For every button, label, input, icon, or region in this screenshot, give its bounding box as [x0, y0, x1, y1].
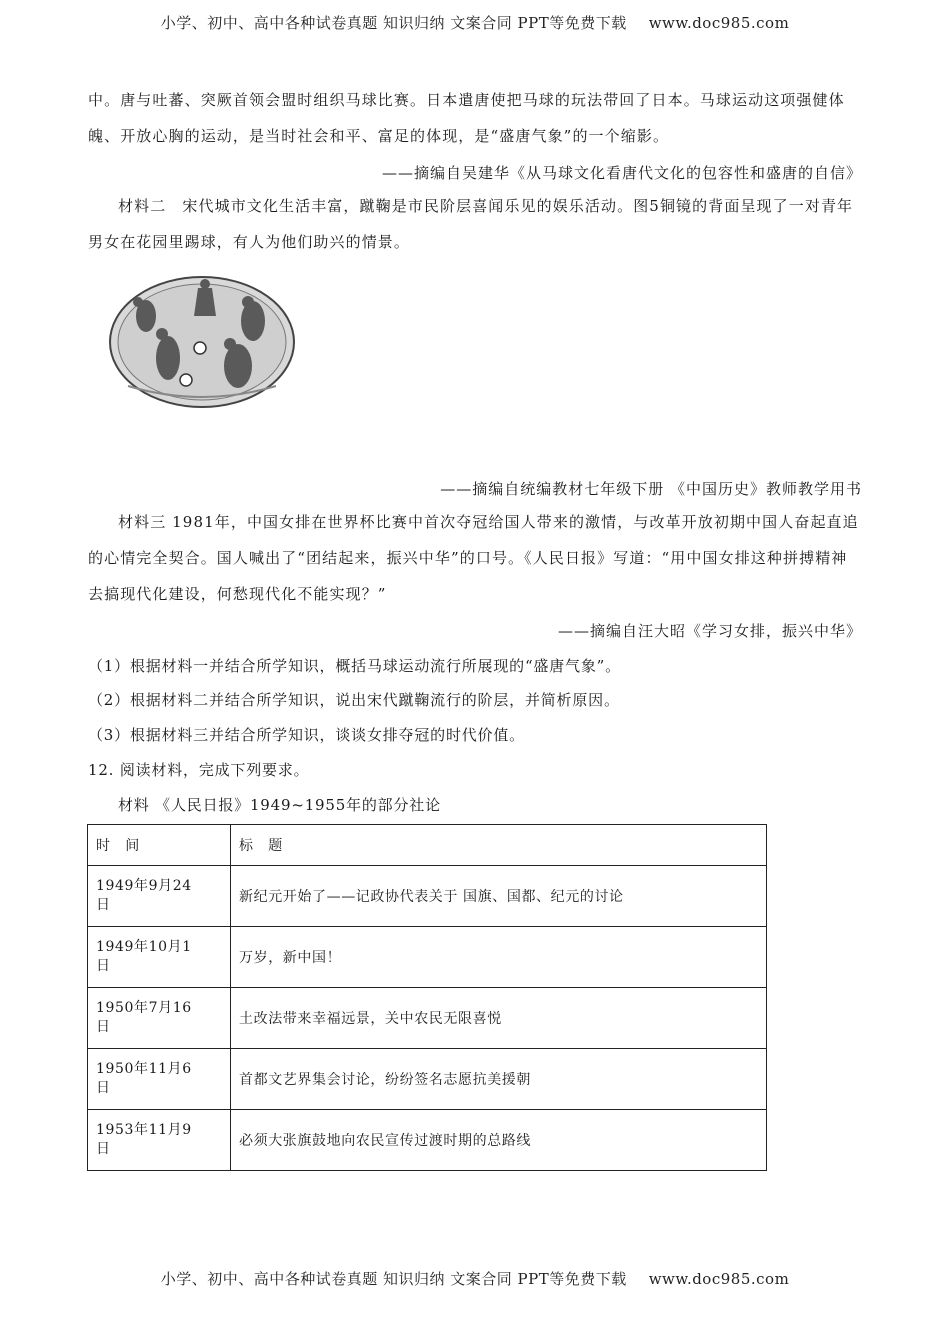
- date-line: 日: [96, 958, 111, 974]
- title-cell: 土改法带来幸福远景，关中农民无限喜悦: [231, 988, 767, 1049]
- bronze-mirror-figure: [108, 276, 296, 409]
- table-row: [88, 1049, 767, 1110]
- date-line: 日: [96, 1019, 111, 1035]
- title-cell: 必须大张旗鼓地向农民宣传过渡时期的总路线: [231, 1110, 767, 1171]
- question-3: （3）根据材料三并结合所学知识，谈谈女排夺冠的时代价值。: [88, 726, 525, 744]
- date-cell: [88, 1049, 231, 1110]
- table-row: [88, 988, 767, 1049]
- question-12-title: 12. 阅读材料，完成下列要求。: [88, 761, 310, 779]
- question-2: （2）根据材料二并结合所学知识，说出宋代蹴鞠流行的阶层，并简析原因。: [88, 691, 620, 709]
- date-line: 1950年7月16: [96, 1000, 192, 1016]
- page-header: [0, 12, 950, 33]
- date-line: 1949年10月1: [96, 939, 192, 955]
- footer-url[interactable]: www.doc985.com: [648, 1270, 790, 1288]
- header-url[interactable]: www.doc985.com: [648, 14, 790, 32]
- date-cell: [88, 866, 231, 927]
- material1-text: 中。唐与吐蕃、突厥首领会盟时组织马球比赛。日本遣唐使把马球的玩法带回了日本。马球运动这项强健体魄、开放心胸的运动，是当时社会和平、富足的体现，是“盛唐气象”的一个缩影。: [88, 91, 845, 145]
- table-row: [88, 866, 767, 927]
- table-row: [88, 1110, 767, 1171]
- table-header-row: [88, 825, 767, 866]
- date-line: 1949年9月24: [96, 878, 192, 894]
- material1-source: ——摘编自吴建华《从马球文化看唐代文化的包容性和盛唐的自信》: [381, 164, 862, 182]
- date-line: 1950年11月6: [96, 1061, 192, 1077]
- page-footer: [0, 1268, 950, 1289]
- table-caption: 材料 《人民日报》1949~1955年的部分社论: [118, 796, 441, 814]
- date-line: 日: [96, 1080, 111, 1096]
- material3-text: 材料三 1981年，中国女排在世界杯比赛中首次夺冠给国人带来的激情，与改革开放初期中国人奋起直追的心情完全契合。国人喊出了“团结起来，振兴中华”的口号。《人民日报》写道：“用中国女排这种拼搏精神去搞现代化建设，何愁现代化不能实现？”: [88, 513, 859, 603]
- date-line: 日: [96, 1141, 111, 1157]
- footer-text: 小学、初中、高中各种试卷真题 知识归纳 文案合同 PPT等免费下载: [160, 1270, 627, 1288]
- material2-source: ——摘编自统编教材七年级下册 《中国历史》教师教学用书: [440, 480, 862, 498]
- date-cell: [88, 927, 231, 988]
- title-cell: 万岁，新中国！: [231, 927, 767, 988]
- date-cell: [88, 1110, 231, 1171]
- header-time: 时 间: [88, 825, 231, 866]
- header-text: 小学、初中、高中各种试卷真题 知识归纳 文案合同 PPT等免费下载: [160, 14, 627, 32]
- editorial-table: [87, 824, 767, 1171]
- question-1: （1）根据材料一并结合所学知识，概括马球运动流行所展现的“盛唐气象”。: [88, 657, 621, 675]
- table-row: [88, 927, 767, 988]
- header-title: 标 题: [231, 825, 767, 866]
- material2-text: 材料二 宋代城市文化生活丰富，蹴鞠是市民阶层喜闻乐见的娱乐活动。图5铜镜的背面呈现了一对青年男女在花园里踢球，有人为他们助兴的情景。: [88, 197, 854, 251]
- date-line: 日: [96, 897, 111, 913]
- date-line: 1953年11月9: [96, 1122, 192, 1138]
- title-cell: 新纪元开始了——记政协代表关于 国旗、国都、纪元的讨论: [231, 866, 767, 927]
- material3-source: ——摘编自汪大昭《学习女排，振兴中华》: [557, 622, 862, 640]
- date-cell: [88, 988, 231, 1049]
- title-cell: 首都文艺界集会讨论，纷纷签名志愿抗美援朝: [231, 1049, 767, 1110]
